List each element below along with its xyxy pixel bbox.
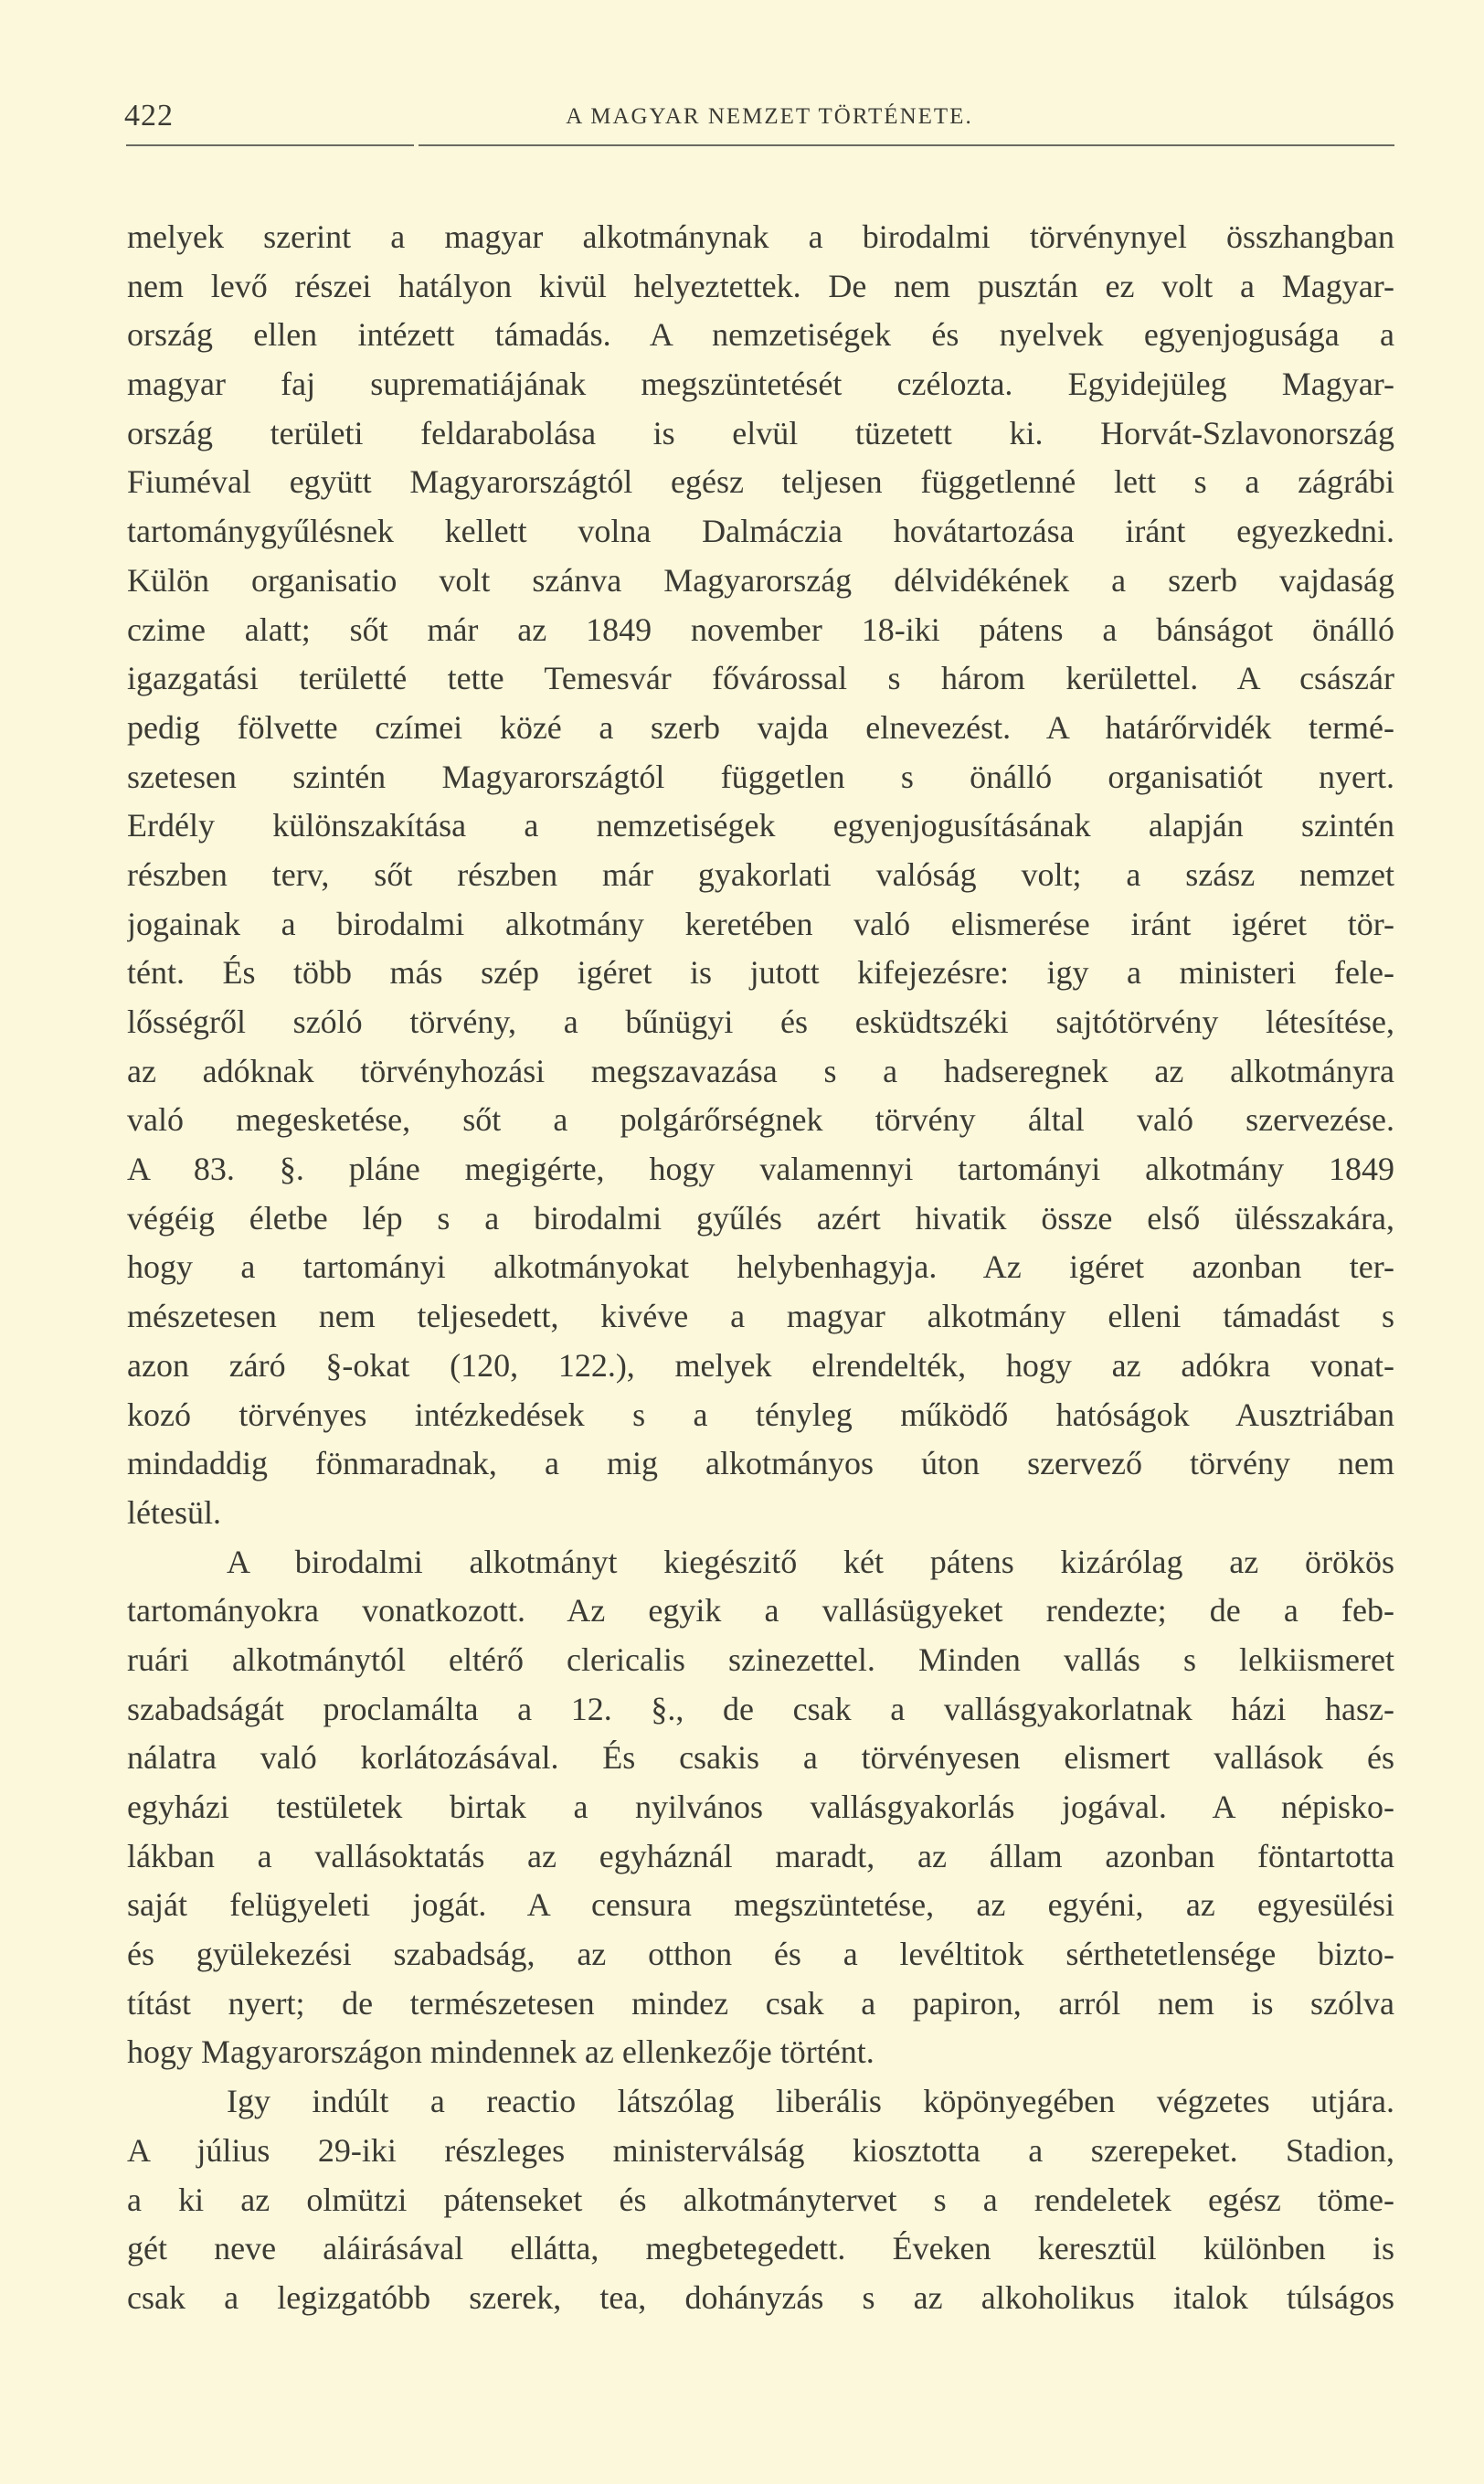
text-line: lákban a vallásoktatás az egyháznál maradt, az állam azonban föntartotta <box>127 1837 1394 1874</box>
text-line: melyek szerint a magyar alkotmánynak a birodalmi törvénynyel összhangban <box>127 218 1394 255</box>
paragraph <box>127 1538 1394 2078</box>
text-line: Erdély különszakítása a nemzetiségek egyenjogusításának alapján szintén <box>127 807 1394 844</box>
text-line: lősségről szóló törvény, a bűnügyi és esküdtszéki sajtótörvény létesítése, <box>127 1003 1394 1040</box>
text-line: igazgatási területté tette Temesvár fővárossal s három kerülettel. A császár <box>127 660 1394 697</box>
text-line: hogy a tartományi alkotmányokat helybenhagyja. Az igéret azonban ter- <box>127 1248 1394 1286</box>
paragraph <box>127 2077 1394 2322</box>
text-line: pedig fölvette czímei közé a szerb vajda elnevezést. A határőrvidék termé- <box>127 708 1394 746</box>
text-line: Fiuméval együtt Magyarországtól egész teljesen függetlenné lett s a zágrábi <box>127 463 1394 501</box>
text-line: czime alatt; sőt már az 1849 november 18-iki pátens a bánságot önálló <box>127 610 1394 648</box>
page-number: 422 <box>124 99 174 133</box>
text-line: magyar faj suprematiájának megszüntetését czélozta. Egyidejüleg Magyar- <box>127 366 1394 403</box>
text-line: títást nyert; de természetesen mindez csak a papiron, arról nem is szólva <box>127 1984 1394 2022</box>
text-line: ország területi feldarabolása is elvül tüzetett ki. Horvát-Szlavonország <box>127 414 1394 451</box>
text-line: csak a legizgatóbb szerek, tea, dohányzás s az alkoholikus italok túlságos <box>127 2278 1394 2316</box>
text-line: mindaddig fönmaradnak, a mig alkotmányos úton szervező törvény nem <box>127 1445 1394 1482</box>
text-line: hogy Magyarországon mindennek az ellenkezője történt. <box>127 2033 874 2071</box>
header-rule <box>126 144 414 146</box>
text-line: szabadságát proclamálta a 12. §., de csak a vallásgyakorlatnak házi hasz- <box>127 1690 1394 1727</box>
text-line: tartománygyűlésnek kellett volna Dalmáczia hovátartozása iránt egyezkedni. <box>127 513 1394 550</box>
text-line: A birodalmi alkotmányt kiegészitő két pátens kizárólag az örökös <box>227 1543 1394 1580</box>
text-line: A július 29-iki részleges ministerválság kiosztotta a szerepeket. Stadion, <box>127 2131 1394 2169</box>
text-line: Igy indúlt a reactio látszólag liberális köpönyegében végzetes utjára. <box>227 2083 1394 2120</box>
text-line: kozó törvényes intézkedések s a tényleg működő hatóságok Ausztriában <box>127 1396 1394 1433</box>
text-line: a ki az olmützi pátenseket és alkotmánytervet s a rendeletek egész töme- <box>127 2181 1394 2218</box>
text-line: azon záró §-okat (120, 122.), melyek elrendelték, hogy az adókra vonat- <box>127 1346 1394 1384</box>
text-line: mészetesen nem teljesedett, kivéve a magyar alkotmány elleni támadást s <box>127 1298 1394 1335</box>
text-line: A 83. §. pláne megigérte, hogy valamennyi tartományi alkotmány 1849 <box>127 1151 1394 1188</box>
text-line: végéig életbe lép s a birodalmi gyűlés azért hivatik össze első ülésszakára, <box>127 1199 1394 1237</box>
text-line: gét neve aláirásával ellátta, megbetegedett. Éveken keresztül különben is <box>127 2230 1394 2267</box>
text-line: tént. És több más szép igéret is jutott kifejezésre: igy a ministeri fele- <box>127 954 1394 992</box>
header-rule <box>419 144 1394 146</box>
running-title: A MAGYAR NEMZET TÖRTÉNETE. <box>566 104 973 129</box>
text-line: nem levő részei hatályon kivül helyeztettek. De nem pusztán ez volt a Magyar- <box>127 267 1394 304</box>
text-line: egyházi testületek birtak a nyilvános vallásgyakorlás jogával. A népisko- <box>127 1789 1394 1825</box>
paragraph <box>127 213 1394 1538</box>
text-line: szetesen szintén Magyarországtól független s önálló organisatiót nyert. <box>127 758 1394 795</box>
text-line: és gyülekezési szabadság, az otthon és a levéltitok sérthetetlensége bizto- <box>127 1936 1394 1973</box>
text-line: ország ellen intézett támadás. A nemzetiségek és nyelvek egyenjogusága a <box>127 316 1394 354</box>
text-line: saját felügyeleti jogát. A censura megszüntetése, az egyéni, az egyesülési <box>127 1886 1394 1924</box>
text-line: Külön organisatio volt szánva Magyarország délvidékének a szerb vajdaság <box>127 561 1394 599</box>
body-text <box>127 213 1394 2323</box>
text-line: az adóknak törvényhozási megszavazása s a hadseregnek az alkotmányra <box>127 1052 1394 1089</box>
text-line: részben terv, sőt részben már gyakorlati valóság volt; a szász nemzet <box>127 855 1394 893</box>
text-line: való megesketése, sőt a polgárőrségnek törvény által való szervezése. <box>127 1101 1394 1139</box>
text-line: nálatra való korlátozásával. És csakis a törvényesen elismert vallások és <box>127 1739 1394 1777</box>
text-line: ruári alkotmánytól eltérő clericalis szinezettel. Minden vallás s lelkiismeret <box>127 1640 1394 1678</box>
text-line: létesül. <box>127 1493 221 1531</box>
text-line: jogainak a birodalmi alkotmány keretében való elismerése iránt igéret tör- <box>127 905 1394 942</box>
text-line: tartományokra vonatkozott. Az egyik a vallásügyeket rendezte; de a feb- <box>127 1592 1394 1629</box>
